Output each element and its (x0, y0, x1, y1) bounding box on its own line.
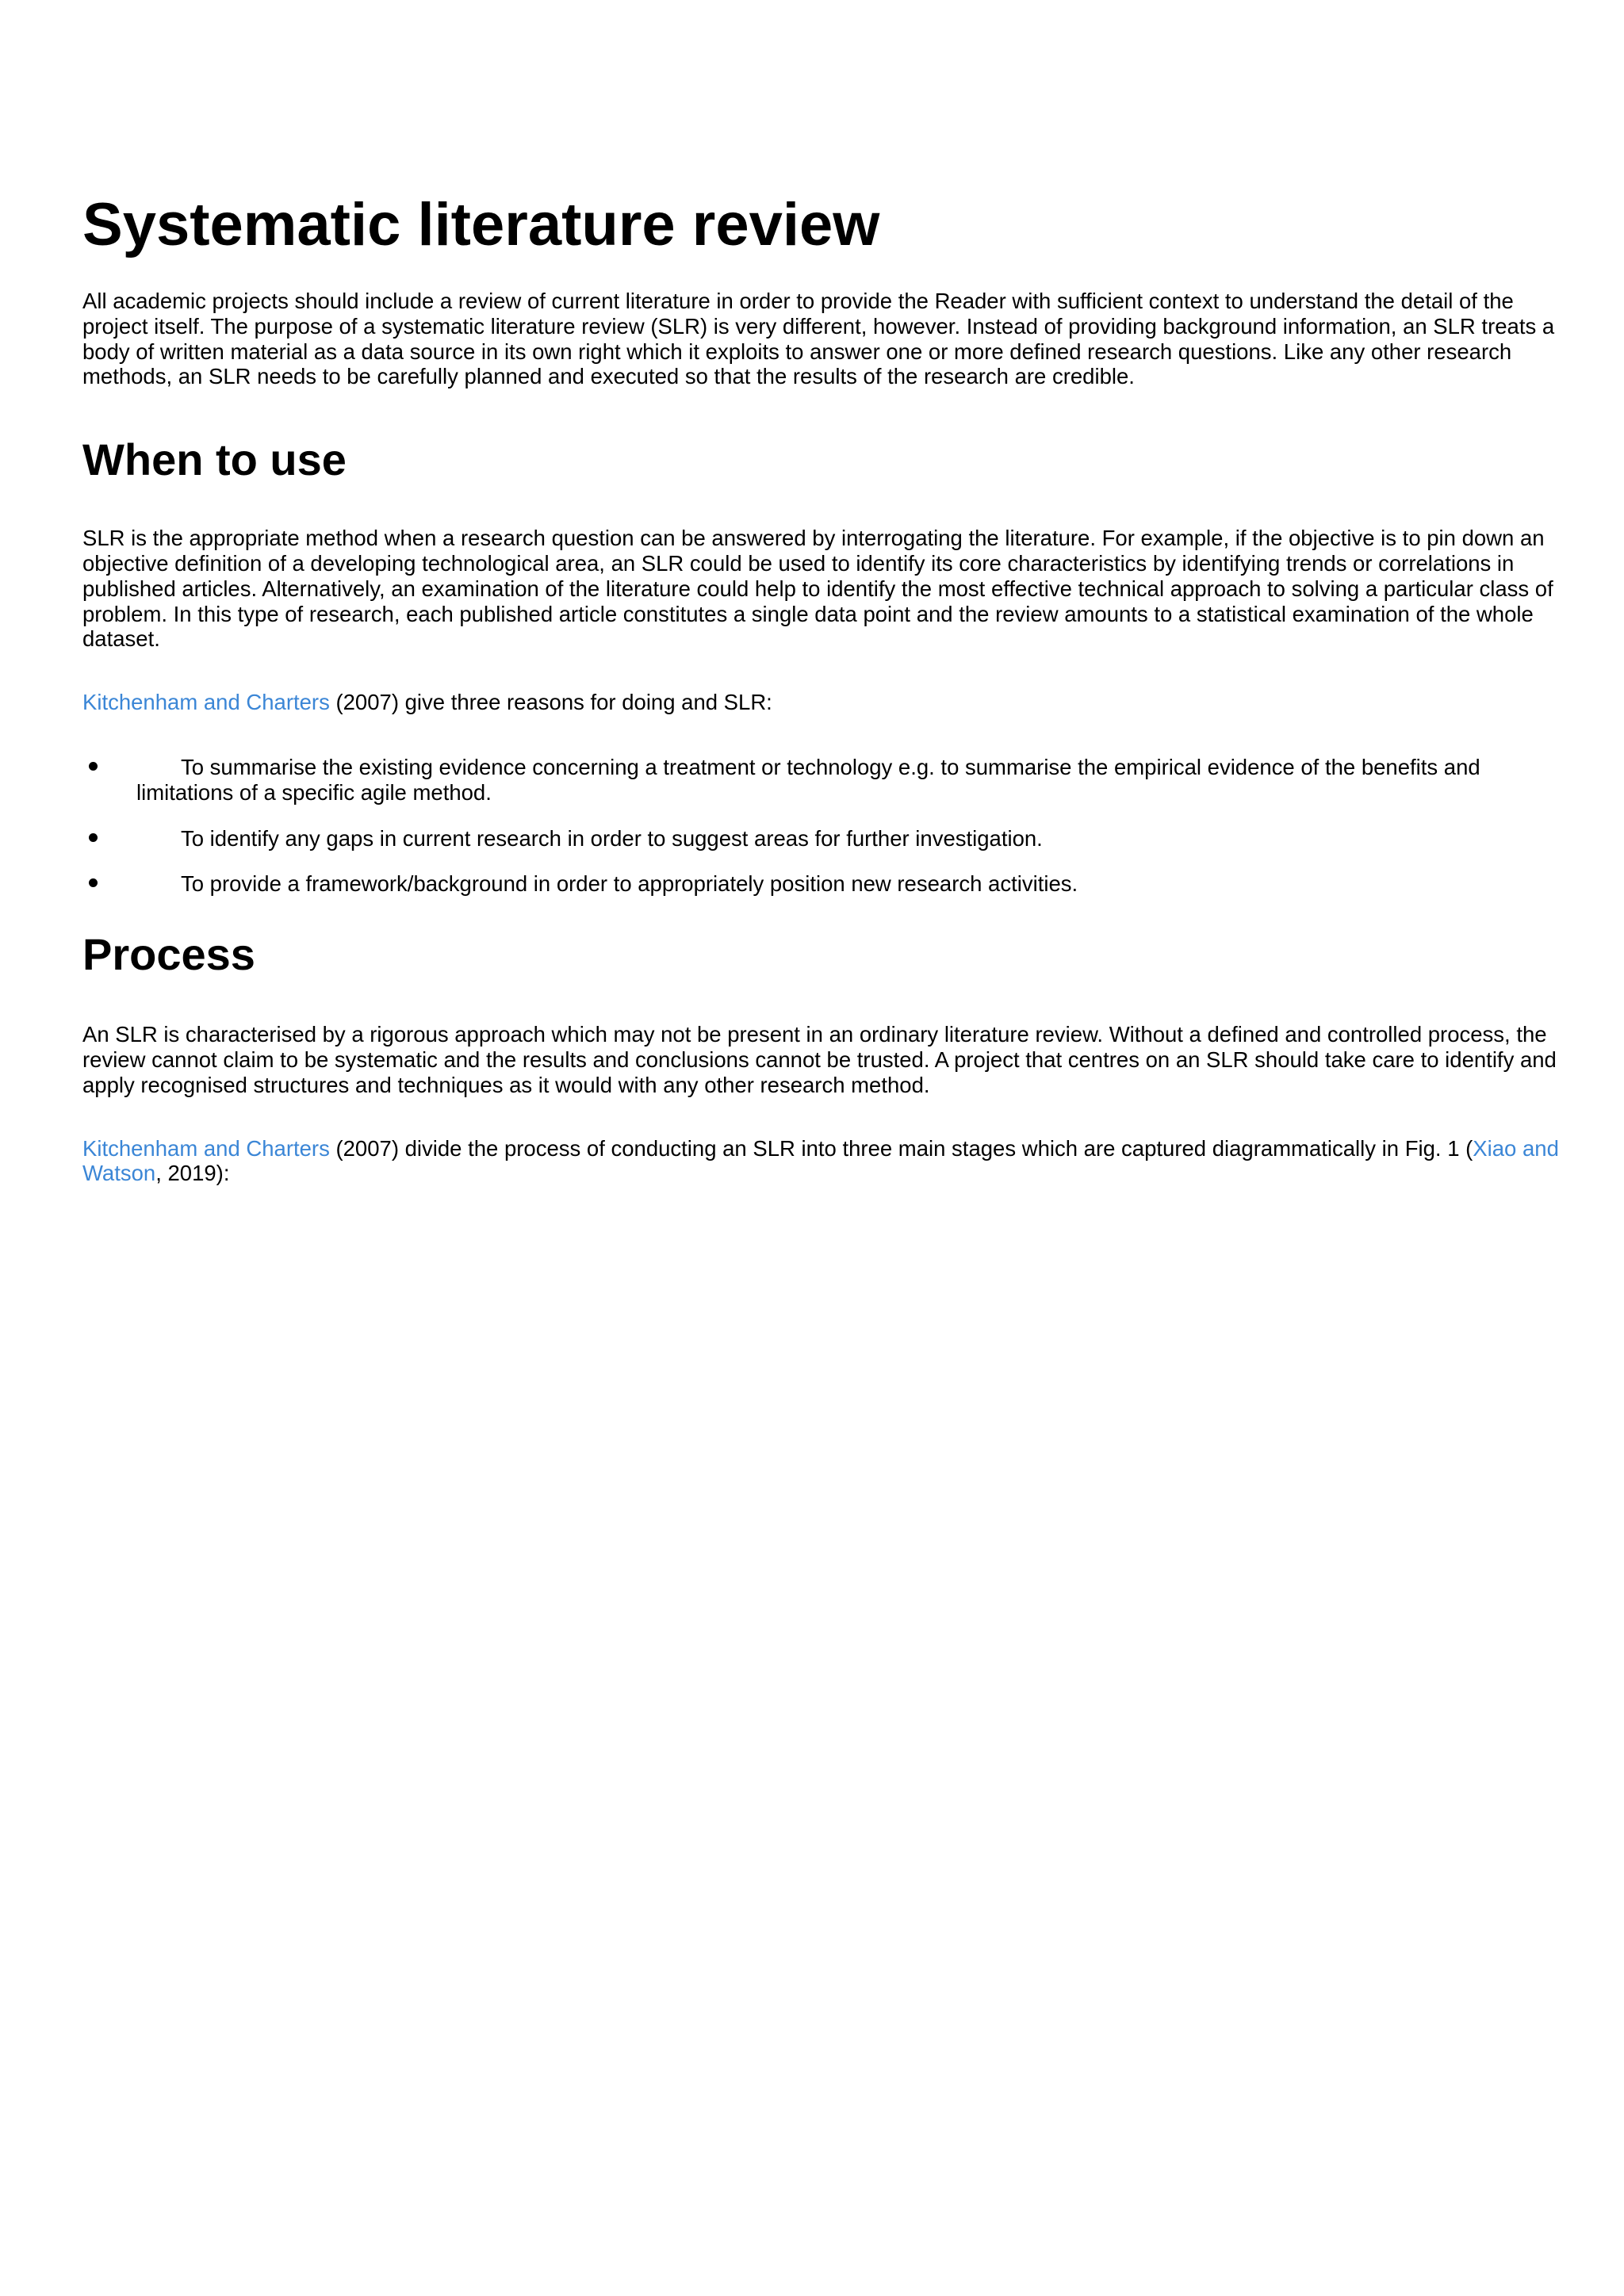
list-item-text: To summarise the existing evidence concerning a treatment or technology e.g. to summarise the empirical evidence of the benefits and limitations of a specific agile method. (136, 754, 1480, 805)
page-title: Systematic literature review (82, 191, 880, 258)
bullet-icon (89, 833, 98, 842)
list-item-text: To identify any gaps in current research in order to suggest areas for further investigation. (181, 825, 1043, 851)
reasons-list (82, 755, 1561, 897)
list-item-text: To provide a framework/background in order to appropriately position new research activities. (181, 871, 1078, 897)
kitchenham-charters-link[interactable]: Kitchenham and Charters (82, 690, 330, 715)
bullet-icon (89, 762, 98, 771)
list-item (82, 871, 1561, 897)
when-to-use-paragraph: SLR is the appropriate method when a research question can be answered by interrogating the literature. For example, if the objective is to pin down an objective definition of a developing technological area, an SLR could be used to identify its core characteristics by identifying trends or correlations in published articles. Alternatively, an examination of the literature could help to identify the most effective technical approach to solving a particular class of problem. In this type of research, each published article constitutes a single data point and the review amounts to a statistical examination of the whole dataset. (82, 526, 1553, 652)
document-content (82, 190, 1561, 1186)
bullet-icon (89, 878, 98, 887)
process-paragraph: An SLR is characterised by a rigorous approach which may not be present in an ordinary literature review. Without a defined and controlled process, the review cannot claim to be systematic and the results and conclusions cannot be trusted. A project that centres on an SLR should take care to identify and apply recognised structures and techniques as it would with any other research method. (82, 1022, 1557, 1097)
list-item (82, 826, 1561, 851)
process-stages-paragraph (82, 1136, 1561, 1187)
process-stages-text: (2007) divide the process of conducting an SLR into three main stages which are captured diagrammatically in Fig. 1 ( (329, 1135, 1473, 1161)
reasons-intro-paragraph (82, 690, 1561, 715)
kitchenham-charters-link[interactable]: Kitchenham and Charters (82, 1135, 330, 1161)
reasons-intro-text: (2007) give three reasons for doing and SLR: (329, 690, 772, 715)
section-heading-when-to-use: When to use (82, 434, 347, 485)
intro-paragraph: All academic projects should include a review of current literature in order to provide the Reader with sufficient context to understand the detail of the project itself. The purpose of a systematic literature review (SLR) is very different, however. Instead of providing background information, an SLR treats a body of written material as a data source in its own right which it exploits to answer one or more defined research questions. Like any other research methods, an SLR needs to be carefully planned and executed so that the results of the research are credible. (82, 289, 1555, 389)
section-heading-process: Process (82, 929, 255, 980)
list-item (82, 755, 1561, 806)
xiao-watson-link[interactable]: Xiao and Watson (82, 1135, 1559, 1186)
process-stages-end-text: , 2019): (155, 1161, 230, 1186)
